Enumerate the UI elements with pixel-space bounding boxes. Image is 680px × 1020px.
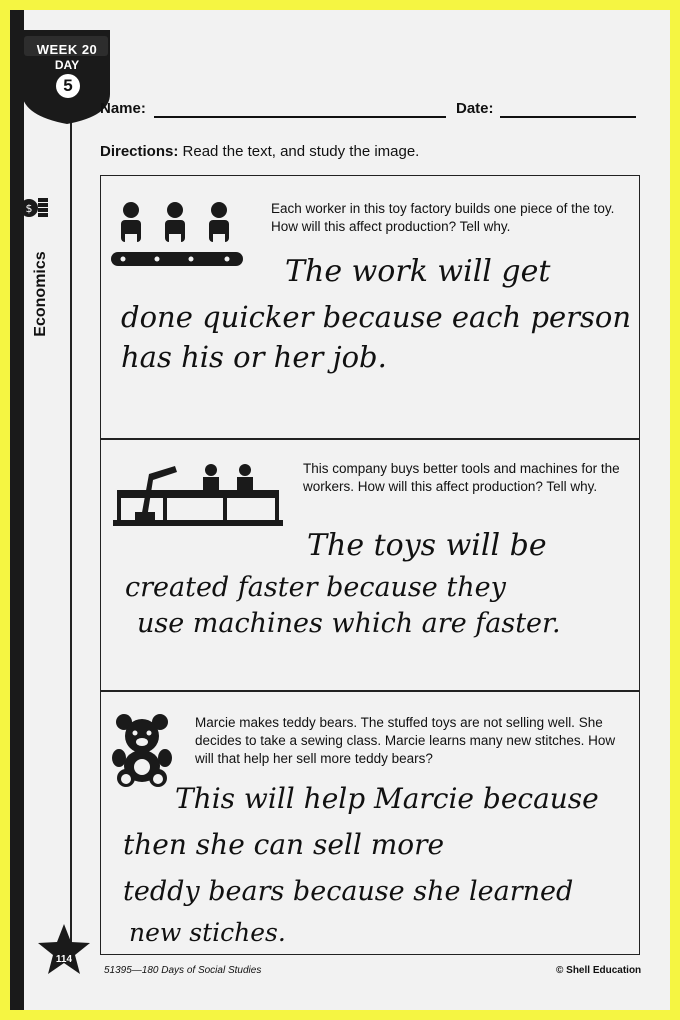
left-edge-strip bbox=[10, 10, 24, 1010]
question-1-text: Each worker in this toy factory builds one piece of the toy. How will this affect production? Tell why. bbox=[271, 201, 615, 234]
name-field[interactable] bbox=[154, 116, 446, 118]
question-2-text: This company buys better tools and machines for the workers. How will this affect production? Tell why. bbox=[303, 461, 620, 494]
book-title: 51395—180 Days of Social Studies bbox=[104, 965, 262, 976]
questions-panel bbox=[100, 175, 640, 955]
day-number: 5 bbox=[56, 74, 80, 98]
answer-1-line-3: has his or her job. bbox=[121, 340, 387, 374]
worksheet-page bbox=[10, 10, 670, 1010]
publisher: © Shell Education bbox=[556, 965, 642, 976]
answer-1-line-1: The work will get bbox=[285, 254, 551, 289]
answer-3-line-1: This will help Marcie because bbox=[175, 782, 599, 815]
section-divider bbox=[101, 438, 639, 440]
margin-line bbox=[70, 100, 72, 960]
directions-label: Directions: bbox=[100, 143, 179, 160]
answer-2-line-2: created faster because they bbox=[125, 572, 506, 603]
section-divider bbox=[101, 690, 639, 692]
question-3-text: Marcie makes teddy bears. The stuffed toys are not selling well. She decides to take a sewing class. Marcie learns many new stitches. How will that help her sell more teddy bears? bbox=[195, 715, 616, 766]
directions bbox=[100, 143, 419, 160]
assembly-line-workers-icon bbox=[109, 194, 245, 270]
date-field[interactable] bbox=[500, 116, 636, 118]
answer-2-line-1: The toys will be bbox=[307, 528, 547, 563]
week-label: WEEK 20 bbox=[36, 42, 98, 57]
subject-label: Economics bbox=[32, 251, 49, 337]
answer-2-line-3: use machines which are faster. bbox=[137, 608, 561, 639]
day-label: DAY bbox=[54, 58, 80, 72]
factory-machines-icon bbox=[113, 460, 283, 528]
svg-text:$: $ bbox=[25, 202, 33, 215]
directions-text: Read the text, and study the image. bbox=[182, 143, 420, 160]
coins-icon bbox=[18, 190, 50, 222]
star-icon bbox=[36, 922, 92, 978]
answer-1-line-2: done quicker because each person bbox=[121, 300, 632, 334]
answer-3-line-4: new stiches. bbox=[129, 918, 286, 947]
name-label: Name: bbox=[100, 100, 146, 117]
answer-3-line-3: teddy bears because she learned bbox=[123, 876, 574, 907]
date-label: Date: bbox=[456, 100, 494, 117]
answer-3-line-2: then she can sell more bbox=[123, 828, 445, 861]
page-number: 114 bbox=[55, 954, 73, 965]
teddy-bear-icon bbox=[111, 712, 173, 788]
